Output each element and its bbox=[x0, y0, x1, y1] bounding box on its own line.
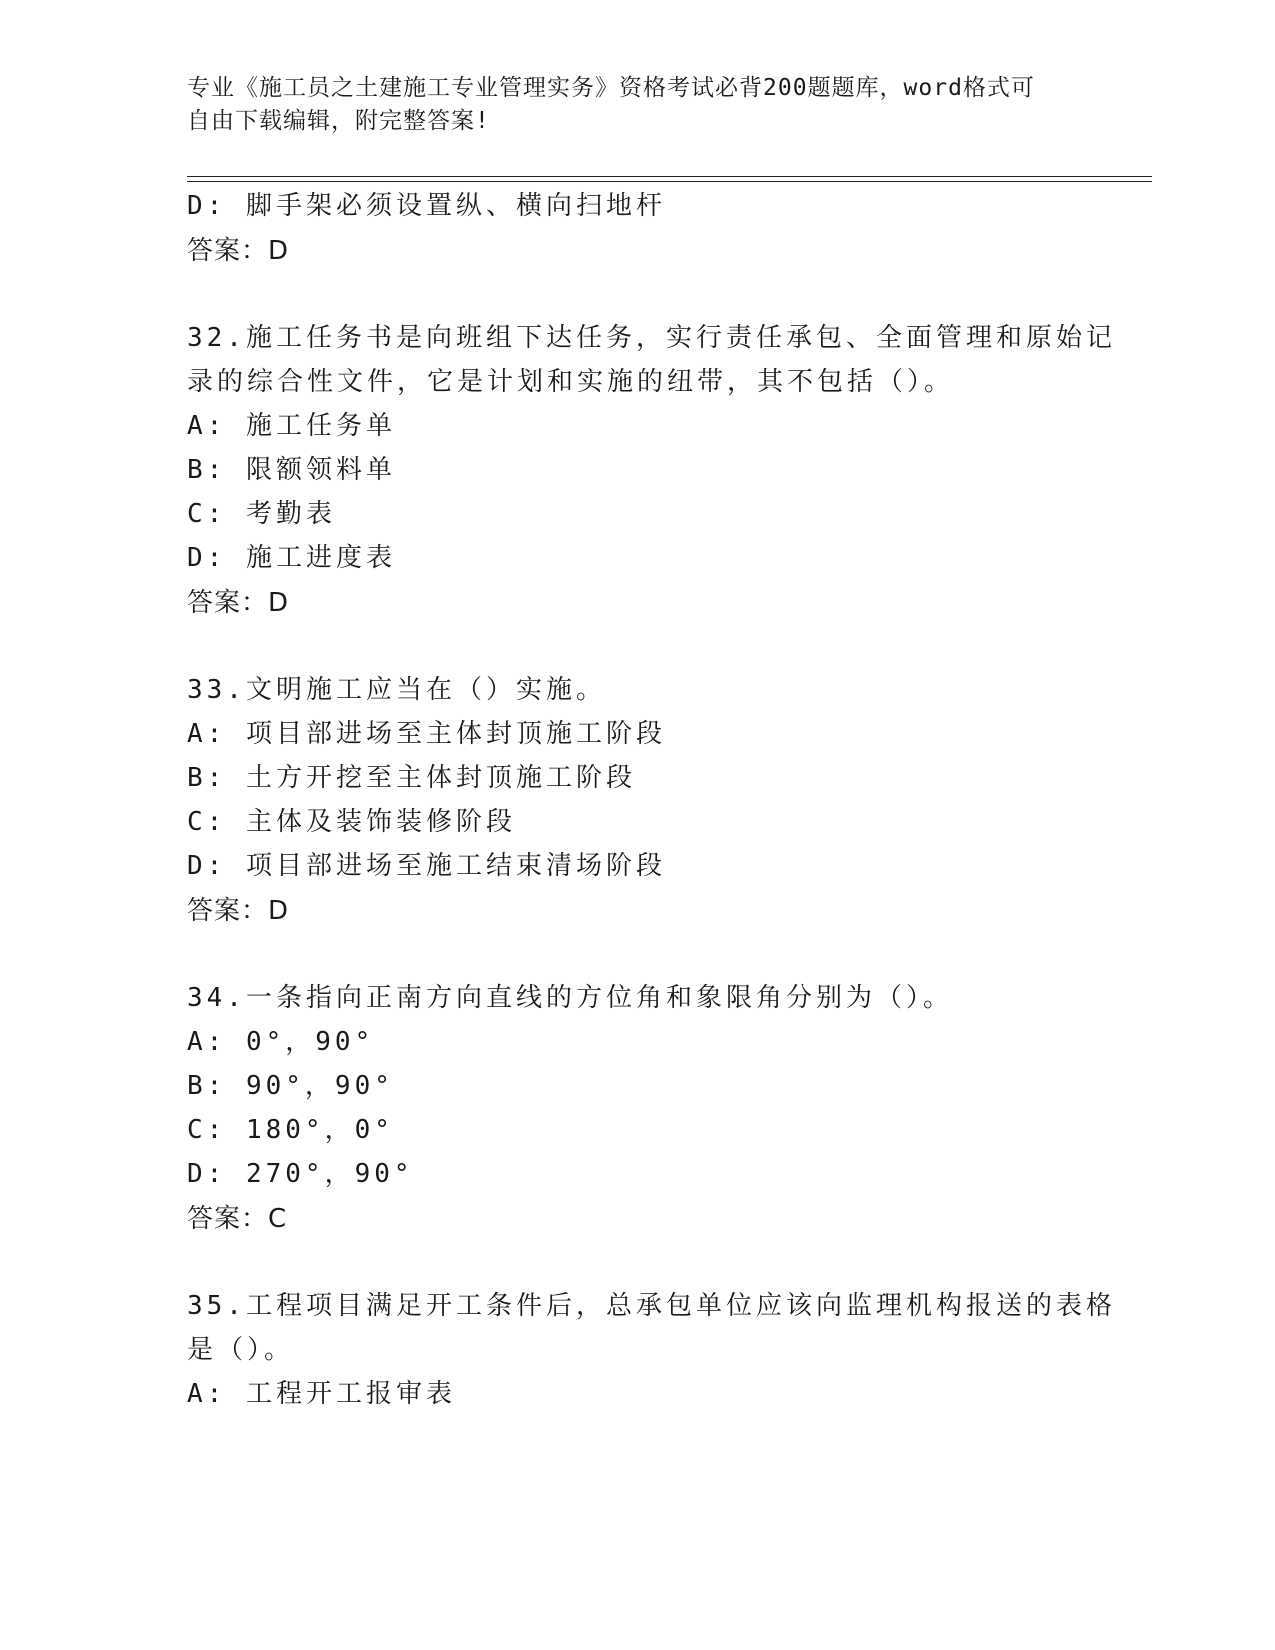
q31-answer: 答案：D bbox=[187, 236, 290, 266]
q34-answer: 答案：C bbox=[187, 1204, 288, 1234]
q32-option-a: A: 施工任务单 bbox=[187, 411, 396, 441]
q34-option-a: A: 0°，90° bbox=[187, 1027, 375, 1057]
q33-option-d: D: 项目部进场至施工结束清场阶段 bbox=[187, 851, 666, 881]
q34-option-b: B: 90°，90° bbox=[187, 1071, 394, 1101]
header-line-1: 专业《施工员之土建施工专业管理实务》资格考试必背200题题库，word格式可 bbox=[187, 75, 1035, 101]
q35-stem-line-1: 35.工程项目满足开工条件后，总承包单位应该向监理机构报送的表格 bbox=[187, 1291, 1116, 1321]
q32-stem-line-1: 32.施工任务书是向班组下达任务，实行责任承包、全面管理和原始记 bbox=[187, 323, 1116, 353]
q34-option-c: C: 180°，0° bbox=[187, 1115, 394, 1145]
q35-option-a: A: 工程开工报审表 bbox=[187, 1379, 456, 1409]
q34-stem-line-1: 34.一条指向正南方向直线的方位角和象限角分别为（）。 bbox=[187, 983, 953, 1013]
q32-answer: 答案：D bbox=[187, 588, 290, 618]
header-line-2: 自由下载编辑，附完整答案! bbox=[187, 108, 490, 134]
header-divider-top bbox=[187, 176, 1152, 177]
q33-answer: 答案：D bbox=[187, 896, 290, 926]
q31-option-d: D: 脚手架必须设置纵、横向扫地杆 bbox=[187, 191, 666, 221]
q33-option-a: A: 项目部进场至主体封顶施工阶段 bbox=[187, 719, 666, 749]
header-divider-bottom bbox=[187, 181, 1152, 182]
q33-option-c: C: 主体及装饰装修阶段 bbox=[187, 807, 516, 837]
q34-option-d: D: 270°，90° bbox=[187, 1159, 414, 1189]
q32-option-b: B: 限额领料单 bbox=[187, 455, 396, 485]
document-header bbox=[187, 72, 1067, 138]
q33-option-b: B: 土方开挖至主体封顶施工阶段 bbox=[187, 763, 636, 793]
q33-stem-line-1: 33.文明施工应当在（）实施。 bbox=[187, 675, 606, 705]
q32-option-d: D: 施工进度表 bbox=[187, 543, 396, 573]
q35-stem-line-2: 是（）。 bbox=[187, 1335, 295, 1365]
q32-option-c: C: 考勤表 bbox=[187, 499, 336, 529]
q32-stem-line-2: 录的综合性文件，它是计划和实施的纽带，其不包括（）。 bbox=[187, 367, 955, 397]
